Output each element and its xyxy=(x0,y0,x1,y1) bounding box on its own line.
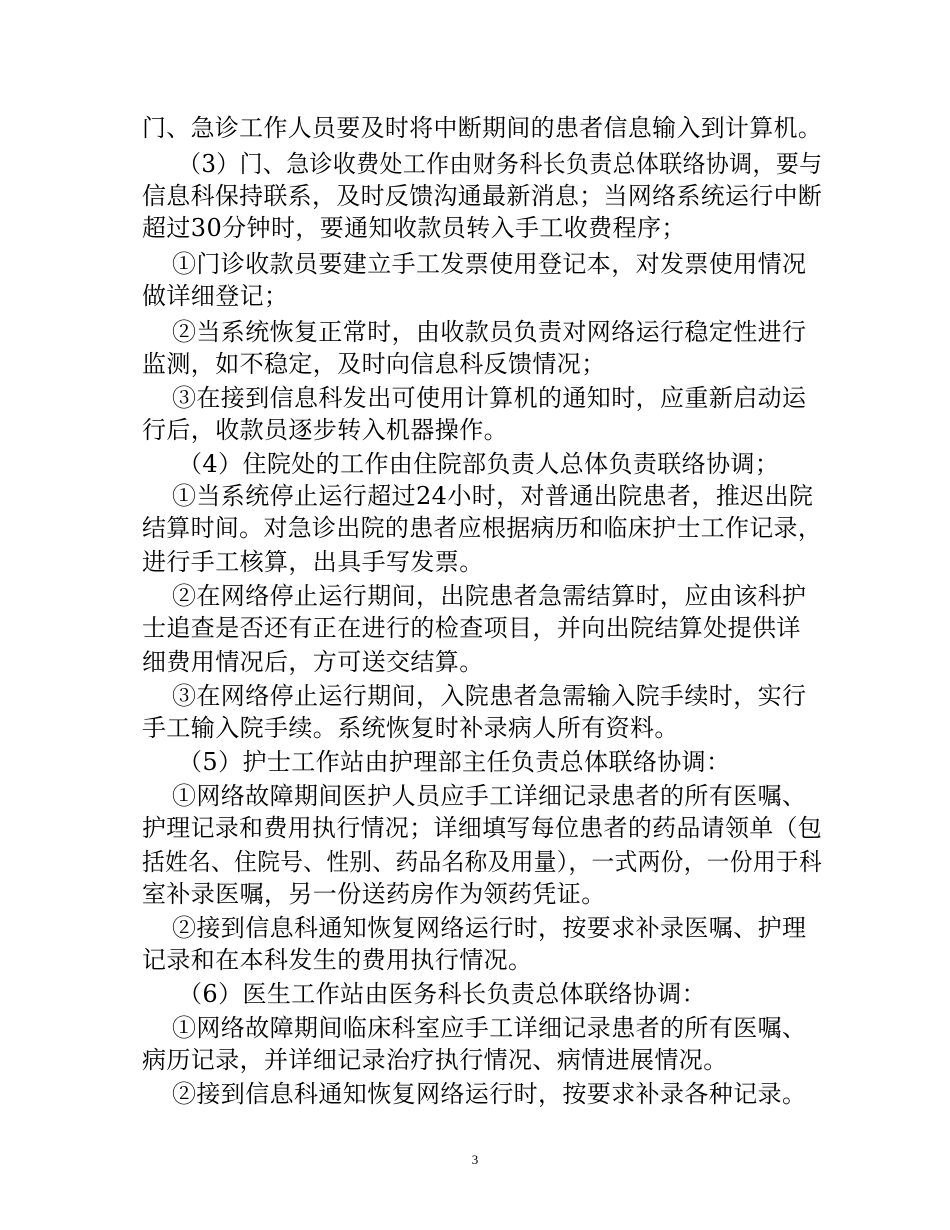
text-line: （3）门、急诊收费处工作由财务科长负责总体联络协调，要与 xyxy=(178,150,823,178)
text-line: ②当系统恢复正常时，由收款员负责对网络运行稳定性进行 xyxy=(172,318,807,346)
text-line: 监测，如不稳定，及时向信息科反馈情况； xyxy=(142,350,606,378)
text-line: ①门诊收款员要建立手工发票使用登记本，对发票使用情况 xyxy=(172,250,807,278)
text-line: ②在网络停止运行期间，出院患者急需结算时，应由该科护 xyxy=(172,582,807,610)
text-line: ①当系统停止运行超过24小时，对普通出院患者，推迟出院 xyxy=(172,482,814,510)
text-line: ①网络故障期间医护人员应手工详细记录患者的所有医嘱、 xyxy=(172,782,807,810)
text-line: 门、急诊工作人员要及时将中断期间的患者信息输入到计算机。 xyxy=(142,114,823,142)
text-line: 进行手工核算，出具手写发票。 xyxy=(142,548,484,576)
text-line: 做详细登记； xyxy=(142,282,289,310)
text-line: 超过30分钟时，要通知收款员转入手工收费程序； xyxy=(142,214,686,242)
text-line: ③在网络停止运行期间，入院患者急需输入院手续时，实行 xyxy=(172,682,807,710)
text-line: 信息科保持联系，及时反馈沟通最新消息；当网络系统运行中断 xyxy=(142,182,823,210)
text-line: ②接到信息科通知恢复网络运行时，按要求补录医嘱、护理 xyxy=(172,914,807,942)
page-number: 3 xyxy=(471,1152,479,1167)
text-line: 病历记录，并详细记录治疗执行情况、病情进展情况。 xyxy=(142,1046,728,1074)
text-line: ①网络故障期间临床科室应手工详细记录患者的所有医嘱、 xyxy=(172,1014,807,1042)
text-line: （5）护士工作站由护理部主任负责总体联络协调： xyxy=(178,748,731,776)
text-line: 室补录医嘱，另一份送药房作为领药凭证。 xyxy=(142,880,606,908)
text-line: （4）住院处的工作由住院部负责人总体负责联络协调； xyxy=(178,450,780,478)
text-line: ③在接到信息科发出可使用计算机的通知时，应重新启动运 xyxy=(172,384,807,412)
text-line: 行后，收款员逐步转入机器操作。 xyxy=(142,416,508,444)
text-line: 记录和在本科发生的费用执行情况。 xyxy=(142,946,533,974)
text-line: 手工输入院手续。系统恢复时补录病人所有资料。 xyxy=(142,714,679,742)
text-line: （6）医生工作站由医务科长负责总体联络协调： xyxy=(178,980,707,1008)
text-line: 括姓名、住院号、性别、药品名称及用量），一式两份，一份用于科 xyxy=(142,848,822,876)
text-line: 护理记录和费用执行情况；详细填写每位患者的药品请领单（包 xyxy=(142,814,823,842)
text-line: 结算时间。对急诊出院的患者应根据病历和临床护士工作记录， xyxy=(142,514,823,542)
text-line: 细费用情况后，方可送交结算。 xyxy=(142,648,484,676)
text-line: ②接到信息科通知恢复网络运行时，按要求补录各种记录。 xyxy=(172,1080,807,1108)
text-line: 士追查是否还有正在进行的检查项目，并向出院结算处提供详 xyxy=(142,614,801,642)
